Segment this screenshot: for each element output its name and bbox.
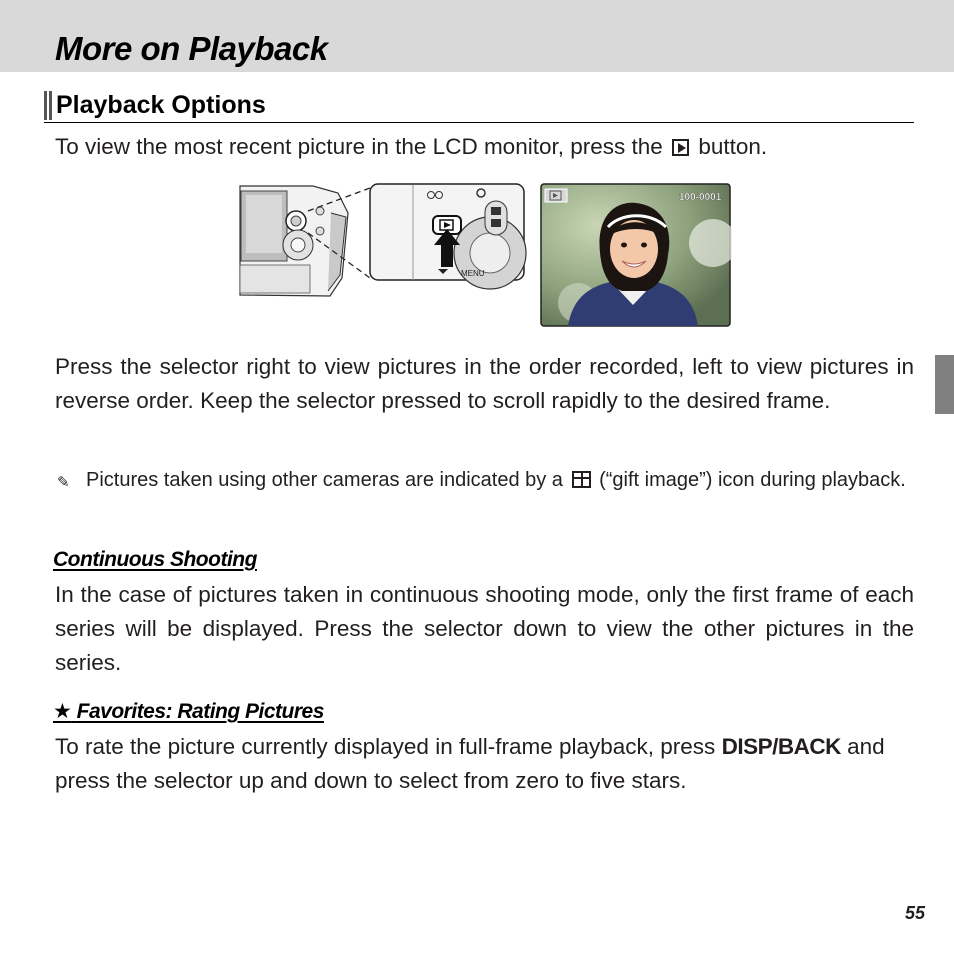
note-text-before: Pictures taken using other cameras are indicated by a (86, 469, 563, 491)
page-title: More on Playback (55, 30, 328, 67)
gift-image-icon (572, 471, 591, 488)
note-paragraph (86, 465, 914, 496)
intro-text-before: To view the most recent picture in the LCD monitor, press the (55, 134, 663, 159)
disp-back-key: DISP/BACK (721, 734, 841, 759)
section-title: Playback Options (56, 91, 266, 119)
favorites-heading-text: Favorites: Rating Pictures (76, 700, 324, 723)
button-closeup (370, 184, 526, 289)
favorites-paragraph (55, 730, 914, 798)
intro-text-after: button. (698, 134, 768, 159)
intro-paragraph (55, 130, 914, 164)
continuous-shooting-heading: Continuous Shooting (53, 548, 257, 571)
page-number: 55 (905, 903, 926, 923)
note-icon: ✎ (57, 474, 70, 491)
favorites-text-after: and press the selector up and down to select from zero to five stars. (55, 734, 885, 793)
lcd-playback-screen (541, 184, 732, 326)
favorites-text-before: To rate the picture currently displayed in full-frame playback, press (55, 734, 716, 759)
favorites-heading (53, 699, 324, 724)
menu-button-label: MENU (461, 269, 485, 278)
playback-button-icon (672, 139, 689, 156)
star-icon: ★ (53, 700, 72, 723)
heading-marker (44, 91, 52, 120)
continuous-shooting-paragraph: In the case of pictures taken in continuous shooting mode, only the first frame of each series will be displayed. Press the selector down to view the other pictures in the series. (55, 582, 914, 675)
chapter-side-tab (935, 355, 954, 414)
note-text-after: (“gift image”) icon during playback. (599, 469, 906, 491)
camera-illustration (240, 186, 370, 296)
paragraph-selector: Press the selector right to view pictures in the order recorded, left to view pictures in reverse order. Keep the selector pressed to scroll rapidly to the desired frame. (55, 354, 914, 413)
section-heading (44, 89, 914, 123)
file-number-readout: 100-0001 (679, 192, 722, 203)
playback-illustration (238, 183, 732, 328)
